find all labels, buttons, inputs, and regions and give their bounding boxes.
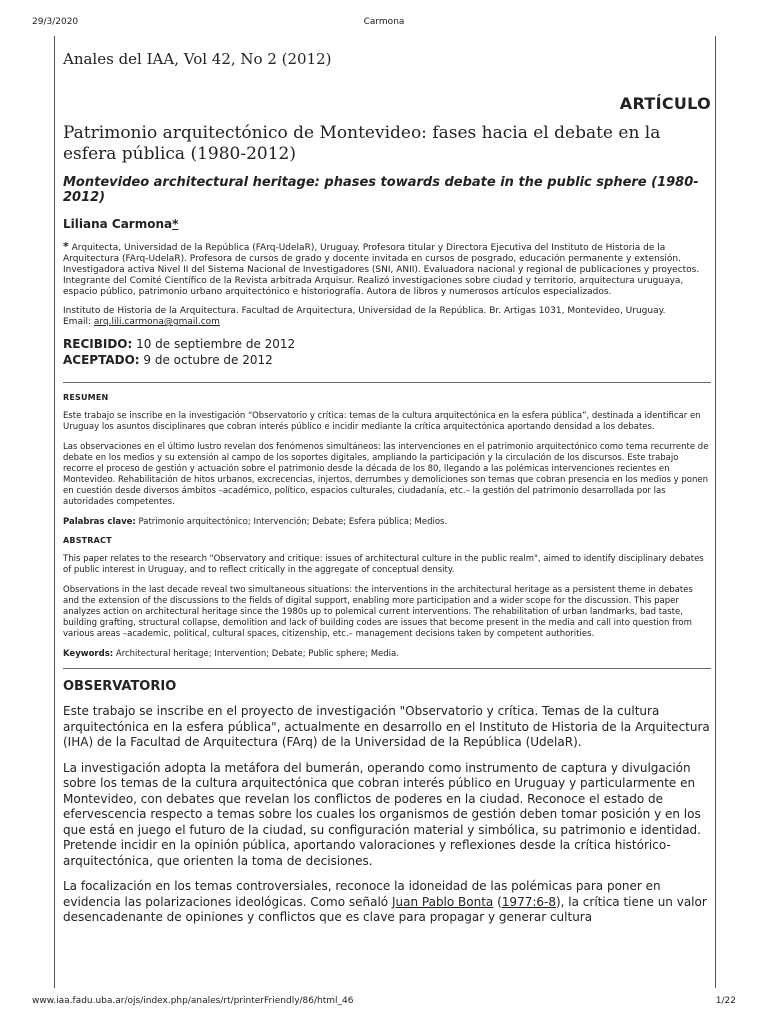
received-date bbox=[63, 336, 711, 352]
keywords-label: Keywords: bbox=[63, 649, 114, 659]
accepted-value: 9 de octubre de 2012 bbox=[139, 353, 273, 367]
print-header bbox=[32, 17, 736, 31]
journal-citation: Anales del IAA, Vol 42, No 2 (2012) bbox=[63, 50, 332, 68]
body-p3-a: La focalización en los temas controversiales, reconoce la idoneidad de las polémicas para poner en evidencia las polarizaciones ideológicas. Como señaló bbox=[63, 879, 661, 909]
divider-top bbox=[63, 382, 711, 383]
page-number: 1/22 bbox=[715, 996, 736, 1006]
print-url: www.iaa.fadu.uba.ar/ojs/index.php/anales/rt/printerFriendly/86/html_46 bbox=[32, 996, 354, 1006]
print-date: 29/3/2020 bbox=[32, 17, 79, 27]
abstract-heading: ABSTRACT bbox=[63, 536, 112, 545]
institute-text: Instituto de Historia de la Arquitectura. Facultad de Arquitectura, Universidad de la República. Br. Artigas 1031, Montevideo, Uruguay. bbox=[63, 306, 666, 316]
abstract-paragraph-1: This paper relates to the research "Observatory and critique: issues of architectural culture in the public realm", aimed to identify disciplinary debates of public interest in Uruguay, and to reflect critically in the aggregate of conceptual density. bbox=[63, 554, 704, 575]
abstract-paragraph-2: Observations in the last decade reveal two simultaneous situations: the interventions in the architectural heritage as a persistent theme in debates and the extension of the discussions to the fields of digital support, enabling more participation and a wider scope for the discussion. This paper analyzes action on architectural heritage since the 1980s up to polemical current interventions. The rehabilitation of urban landmarks, bad taste, building grafting, structural collapse, demolition and lack of building codes are issues that become present in the media and call into question from various areas –academic, political, cultural spaces, citizenship, etc.– management decisions taken by competent authorities. bbox=[63, 585, 693, 639]
institute-info bbox=[63, 306, 711, 328]
bonta-citation-link[interactable]: 1977:6-8 bbox=[501, 894, 556, 909]
resumen-paragraph-1: Este trabajo se inscribe en la investigación “Observatorio y crítica: temas de la cultura arquitectónica en la esfera pública”, destinada a identificar en Uruguay los asuntos disciplinares que cobran interés público e incidir mediante la crítica arquitectónica aportando densidad a los debates. bbox=[63, 411, 701, 432]
received-label: RECIBIDO: bbox=[63, 337, 133, 351]
body-paragraph-3 bbox=[63, 879, 711, 926]
resumen-paragraph-2: Las observaciones en el último lustro revelan dos fenómenos simultáneos: las intervenciones en el patrimonio arquitectónico como tema recurrente de debate en los medios y su extensión al campo de los soportes digitales, ampliando la participación y la circulación de los discursos. Este trabajo recorre el proceso de gestión y actuación sobre el patrimonio desde la década de los 80, llegando a las polémicas intervenciones recientes en Montevideo. Rehabilitación de hitos urbanos, excrecencias, injertos, derrumbes y demoliciones son temas que cobran presencia en los medios y ponen en cuestión desde diversos ámbitos –académico, político, espacios culturales, ciudadanía, etc.– la gestión del patrimonio desarrollada por las autoridades competentes. bbox=[63, 442, 709, 507]
divider-bottom bbox=[63, 668, 711, 669]
section-label: ARTÍCULO bbox=[619, 94, 711, 113]
palabras-clave bbox=[63, 517, 711, 528]
accepted-label: ACEPTADO: bbox=[63, 353, 140, 367]
observatorio-heading: OBSERVATORIO bbox=[63, 679, 177, 694]
palabras-clave-label: Palabras clave: bbox=[63, 517, 136, 527]
received-value: 10 de septiembre de 2012 bbox=[132, 337, 296, 351]
author-note bbox=[63, 241, 711, 298]
article-content bbox=[63, 50, 711, 936]
email-label: Email: bbox=[63, 317, 94, 327]
article-title-es: Patrimonio arquitectónico de Montevideo: fases hacia el debate en la esfera pública (1980-2012) bbox=[63, 123, 661, 164]
palabras-clave-value: Patrimonio arquitectónico; Intervención; Debate; Esfera pública; Medios. bbox=[135, 517, 448, 527]
body-p3-c: ), la crítica tiene un valor desencadenante de opiniones y conflictos que es clave para propagar y generar cultura bbox=[63, 894, 707, 924]
accepted-date bbox=[63, 352, 711, 368]
author bbox=[63, 217, 711, 231]
print-footer bbox=[32, 996, 736, 1010]
print-title: Carmona bbox=[363, 17, 405, 27]
body-p3-b: ( bbox=[493, 894, 502, 909]
author-email-link[interactable]: arq.lili.carmona@gmail.com bbox=[93, 317, 220, 327]
author-note-text: Arquitecta, Universidad de la República (FArq-UdelaR), Uruguay. Profesora titular y Directora Ejecutiva del Instituto de Historia de la Arquitectura (FArq-UdelaR). Profesora de cursos de grado y docente invitada en cursos de posgrado, educación permanente y extensión. Investigadora activa Nivel II del Sistema Nacional de Investigadores (SNI, ANII). Evaluadora nacional y regional de publicaciones y proyectos. Integrante del Comité Científico de la Revista arbitrada Arquisur. Realizó investigaciones sobre ciudad y territorio, arquitectura uruguaya, espacio público, patrimonio urbano arquitectónico e historiografía. Autora de libros y numerosos artículos especializados. bbox=[63, 243, 700, 297]
resumen-heading: RESUMEN bbox=[63, 393, 109, 402]
author-note-mark: * bbox=[63, 240, 69, 253]
submission-dates bbox=[63, 336, 711, 368]
keywords bbox=[63, 649, 711, 660]
keywords-value: Architectural heritage; Intervention; Debate; Public sphere; Media. bbox=[113, 649, 399, 659]
body-paragraph-2: La investigación adopta la metáfora del bumerán, operando como instrumento de captura y divulgación sobre los temas de la cultura arquitectónica que cobran interés público en Uruguay y particularmente en Montevideo, con debates que revelan los conflictos de poderes en la ciudad. Reconoce el estado de efervescencia respecto a temas sobre los cuales los organismos de gestión deben tomar posición y en los que está en juego el futuro de la ciudad, su configuración material y simbólica, su patrimonio e identidad. Pretende incidir en la opinión pública, aportando valoraciones y reflexiones desde la crítica histórico-arquitectónica, que orienten la toma de decisiones. bbox=[63, 760, 701, 868]
bonta-link[interactable]: Juan Pablo Bonta bbox=[391, 894, 494, 909]
author-name: Liliana Carmona bbox=[63, 217, 173, 231]
author-note-link[interactable]: * bbox=[172, 217, 179, 231]
body-paragraph-1: Este trabajo se inscribe en el proyecto de investigación "Observatorio y crítica. Temas de la cultura arquitectónica en la esfera pública", actualmente en desarrollo en el Instituto de Historia de la Arquitectura (IHA) de la Facultad de Arquitectura (FArq) de la Universidad de la República (UdelaR). bbox=[63, 704, 710, 749]
article-title-en: Montevideo architectural heritage: phases towards debate in the public sphere (1980-2012) bbox=[63, 175, 699, 205]
